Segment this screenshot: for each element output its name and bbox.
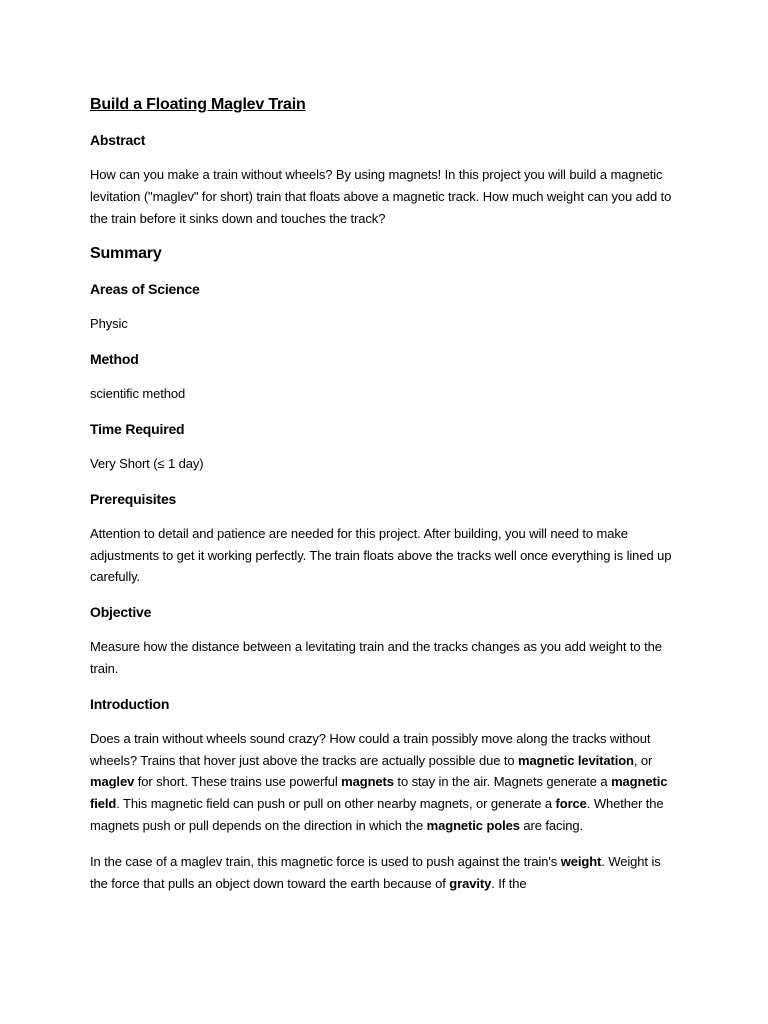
intro-text-segment: to stay in the air. Magnets generate a	[393, 774, 612, 790]
intro-paragraph-1	[90, 728, 680, 837]
term-magnets: magnets	[341, 774, 394, 790]
term-gravity: gravity	[449, 875, 492, 891]
abstract-heading: Abstract	[90, 132, 146, 148]
intro-text-segment: . Whether the magnets push or pull depends on the direction in which the	[90, 796, 664, 833]
document-page	[90, 94, 680, 894]
abstract-text: How can you make a train without wheels? By using magnets! In this project you will build a magnetic levitation ("maglev" for short) train that floats above a magnetic track. How much weight can you add to the train before it sinks down and touches the track?	[90, 167, 672, 226]
intro-text-segment: . Weight is the force that pulls an object down toward the earth because of	[90, 853, 661, 891]
term-magnetic-poles: magnetic poles	[426, 817, 520, 833]
summary-heading: Summary	[90, 245, 162, 263]
term-weight: weight	[560, 853, 602, 869]
intro-text-segment: Does a train without wheels sound crazy? How could a train possibly move along the tracks without wheels? Trains that hover just above the tracks are actually possible due to	[90, 730, 651, 768]
areas-heading: Areas of Science	[90, 281, 200, 298]
objective-text: Measure how the distance between a levitating train and the tracks changes as you add weight to the train.	[90, 639, 662, 676]
intro-text-segment: , or	[633, 752, 653, 768]
intro-heading: Introduction	[90, 695, 170, 712]
prereq-text: Attention to detail and patience are needed for this project. After building, you will need to make adjustments to get it working perfectly. The train floats above the tracks well once everything is lined up carefully.	[90, 525, 672, 585]
time-heading: Time Required	[90, 420, 185, 437]
method-heading: Method	[90, 351, 139, 368]
intro-text-segment: . If the	[491, 875, 527, 891]
term-magnetic-levitation: magnetic levitation	[518, 752, 634, 768]
intro-paragraph-2	[90, 851, 680, 895]
areas-value: Physic	[90, 316, 128, 332]
term-magnetic-field: magnetic field	[90, 774, 668, 812]
term-maglev: maglev	[90, 774, 135, 790]
time-value: Very Short (≤ 1 day)	[90, 455, 204, 471]
document-title: Build a Floating Maglev Train	[90, 96, 306, 113]
intro-text-segment: for short. These trains use powerful	[134, 774, 342, 790]
intro-text-segment: In the case of a maglev train, this magnetic force is used to push against the train's	[90, 853, 561, 869]
intro-text-segment: . This magnetic field can push or pull on other nearby magnets, or generate a	[116, 796, 556, 812]
objective-heading: Objective	[90, 604, 152, 621]
prereq-heading: Prerequisites	[90, 490, 177, 507]
intro-text-segment: are facing.	[519, 817, 584, 833]
method-value: scientific method	[90, 386, 186, 402]
term-force: force	[555, 796, 587, 812]
